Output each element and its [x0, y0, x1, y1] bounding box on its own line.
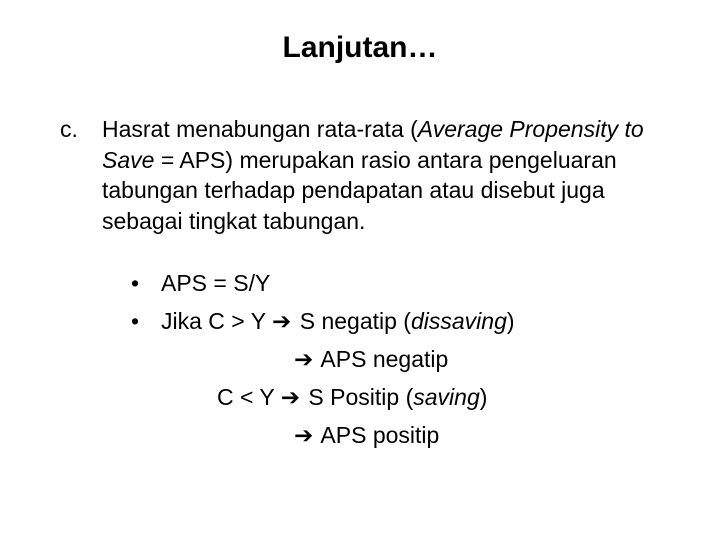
paragraph-aps-definition	[102, 114, 670, 236]
line-text: APS negatip	[315, 346, 449, 372]
arrow-right-icon: ➔	[272, 308, 292, 334]
arrow-right-icon: ➔	[280, 384, 301, 410]
paragraph-text-end: = APS) merupakan rasio antara pengeluaran tabungan terhadap pendapatan atau disebut juga sebagai tingkat tabungan.	[102, 146, 617, 234]
result-italic: dissaving	[410, 308, 507, 334]
paragraph-italic-term: Average Propensity to Save	[102, 116, 644, 173]
line-aps-negative	[294, 344, 448, 374]
result-italic: saving	[413, 384, 480, 410]
bullet-icon: •	[131, 308, 140, 334]
bullet-dissaving-condition	[131, 306, 515, 336]
list-item-c	[60, 114, 670, 236]
list-marker: c.	[60, 116, 78, 142]
line-aps-positive	[294, 420, 439, 450]
condition-text: C < Y	[217, 384, 275, 410]
paragraph-text-start: Hasrat menabungan rata-rata (	[102, 116, 418, 142]
result-close: )	[479, 384, 488, 410]
line-text: APS positip	[315, 422, 440, 448]
result-text: S negatip (	[293, 308, 411, 334]
bullet-aps-formula	[131, 268, 270, 298]
condition-text: Jika C > Y	[161, 308, 267, 334]
arrow-right-icon: ➔	[294, 346, 314, 372]
line-saving-condition	[217, 382, 487, 412]
arrow-right-icon: ➔	[294, 422, 314, 448]
bullet-text: APS = S/Y	[161, 270, 271, 296]
result-text: S Positip (	[302, 384, 414, 410]
result-close: )	[506, 308, 515, 334]
slide-title: Lanjutan…	[282, 31, 438, 64]
bullet-icon: •	[131, 270, 140, 296]
